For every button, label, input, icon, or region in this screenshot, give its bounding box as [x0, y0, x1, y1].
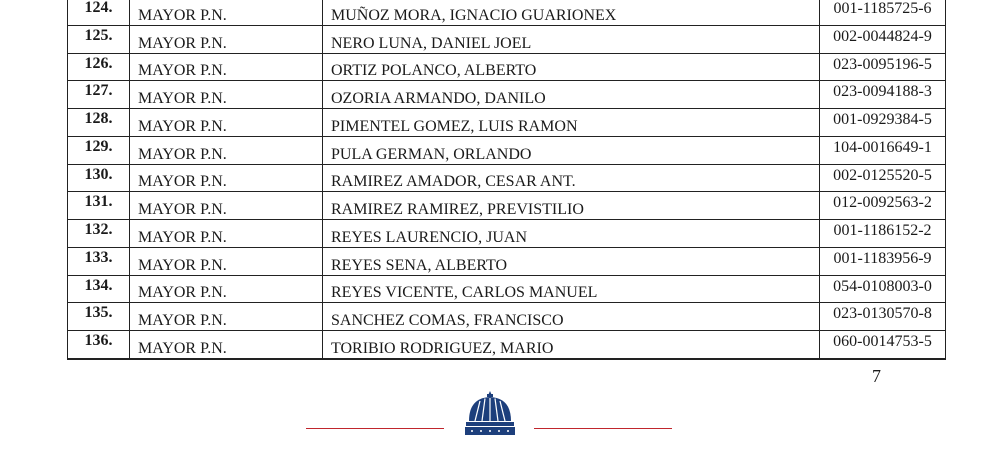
roster-table: [67, 0, 946, 360]
table-row: [68, 136, 946, 164]
row-name: RAMIREZ AMADOR, CESAR ANT.: [323, 164, 820, 192]
table-row: [68, 303, 946, 331]
row-number: 135.: [68, 303, 130, 331]
table-row: [68, 25, 946, 53]
row-number: 128.: [68, 109, 130, 137]
row-name: OZORIA ARMANDO, DANILO: [323, 81, 820, 109]
table-row: [68, 247, 946, 275]
table-row: [68, 331, 946, 359]
row-rank: MAYOR P.N.: [130, 25, 323, 53]
row-number: 127.: [68, 81, 130, 109]
footer-divider-left: [306, 428, 444, 429]
row-name: REYES SENA, ALBERTO: [323, 247, 820, 275]
table-row: [68, 192, 946, 220]
row-name: PULA GERMAN, ORLANDO: [323, 136, 820, 164]
row-rank: MAYOR P.N.: [130, 220, 323, 248]
row-number: 134.: [68, 275, 130, 303]
table-row: [68, 53, 946, 81]
row-number: 131.: [68, 192, 130, 220]
table-row: [68, 0, 946, 25]
row-name: ORTIZ POLANCO, ALBERTO: [323, 53, 820, 81]
row-id: 023-0130570-8: [820, 303, 946, 331]
row-number: 132.: [68, 220, 130, 248]
row-name: RAMIREZ RAMIREZ, PREVISTILIO: [323, 192, 820, 220]
row-rank: MAYOR P.N.: [130, 303, 323, 331]
row-name: TORIBIO RODRIGUEZ, MARIO: [323, 331, 820, 359]
footer-divider-right: [534, 428, 672, 429]
roster-body: [68, 0, 946, 359]
row-id: 002-0044824-9: [820, 25, 946, 53]
row-name: REYES VICENTE, CARLOS MANUEL: [323, 275, 820, 303]
page-number: 7: [872, 366, 881, 386]
row-rank: MAYOR P.N.: [130, 247, 323, 275]
row-id: 001-1186152-2: [820, 220, 946, 248]
row-name: REYES LAURENCIO, JUAN: [323, 220, 820, 248]
row-number: 124.: [68, 0, 130, 25]
row-rank: MAYOR P.N.: [130, 192, 323, 220]
row-rank: MAYOR P.N.: [130, 81, 323, 109]
row-rank: MAYOR P.N.: [130, 164, 323, 192]
table-row: [68, 164, 946, 192]
row-id: 001-1183956-9: [820, 247, 946, 275]
row-rank: MAYOR P.N.: [130, 53, 323, 81]
row-id: 023-0095196-5: [820, 53, 946, 81]
table-row: [68, 220, 946, 248]
row-name: PIMENTEL GOMEZ, LUIS RAMON: [323, 109, 820, 137]
row-name: SANCHEZ COMAS, FRANCISCO: [323, 303, 820, 331]
row-id: 023-0094188-3: [820, 81, 946, 109]
row-number: 129.: [68, 136, 130, 164]
row-rank: MAYOR P.N.: [130, 331, 323, 359]
row-id: 104-0016649-1: [820, 136, 946, 164]
row-number: 133.: [68, 247, 130, 275]
row-name: MUÑOZ MORA, IGNACIO GUARIONEX: [323, 0, 820, 25]
dome-seal-icon: [463, 390, 517, 436]
row-name: NERO LUNA, DANIEL JOEL: [323, 25, 820, 53]
table-row: [68, 275, 946, 303]
row-id: 002-0125520-5: [820, 164, 946, 192]
row-rank: MAYOR P.N.: [130, 0, 323, 25]
row-rank: MAYOR P.N.: [130, 275, 323, 303]
row-number: 125.: [68, 25, 130, 53]
row-id: 060-0014753-5: [820, 331, 946, 359]
table-row: [68, 81, 946, 109]
table-row: [68, 109, 946, 137]
row-rank: MAYOR P.N.: [130, 136, 323, 164]
row-number: 126.: [68, 53, 130, 81]
row-id: 054-0108003-0: [820, 275, 946, 303]
row-number: 130.: [68, 164, 130, 192]
row-id: 001-1185725-6: [820, 0, 946, 25]
row-id: 012-0092563-2: [820, 192, 946, 220]
row-number: 136.: [68, 331, 130, 359]
row-id: 001-0929384-5: [820, 109, 946, 137]
row-rank: MAYOR P.N.: [130, 109, 323, 137]
